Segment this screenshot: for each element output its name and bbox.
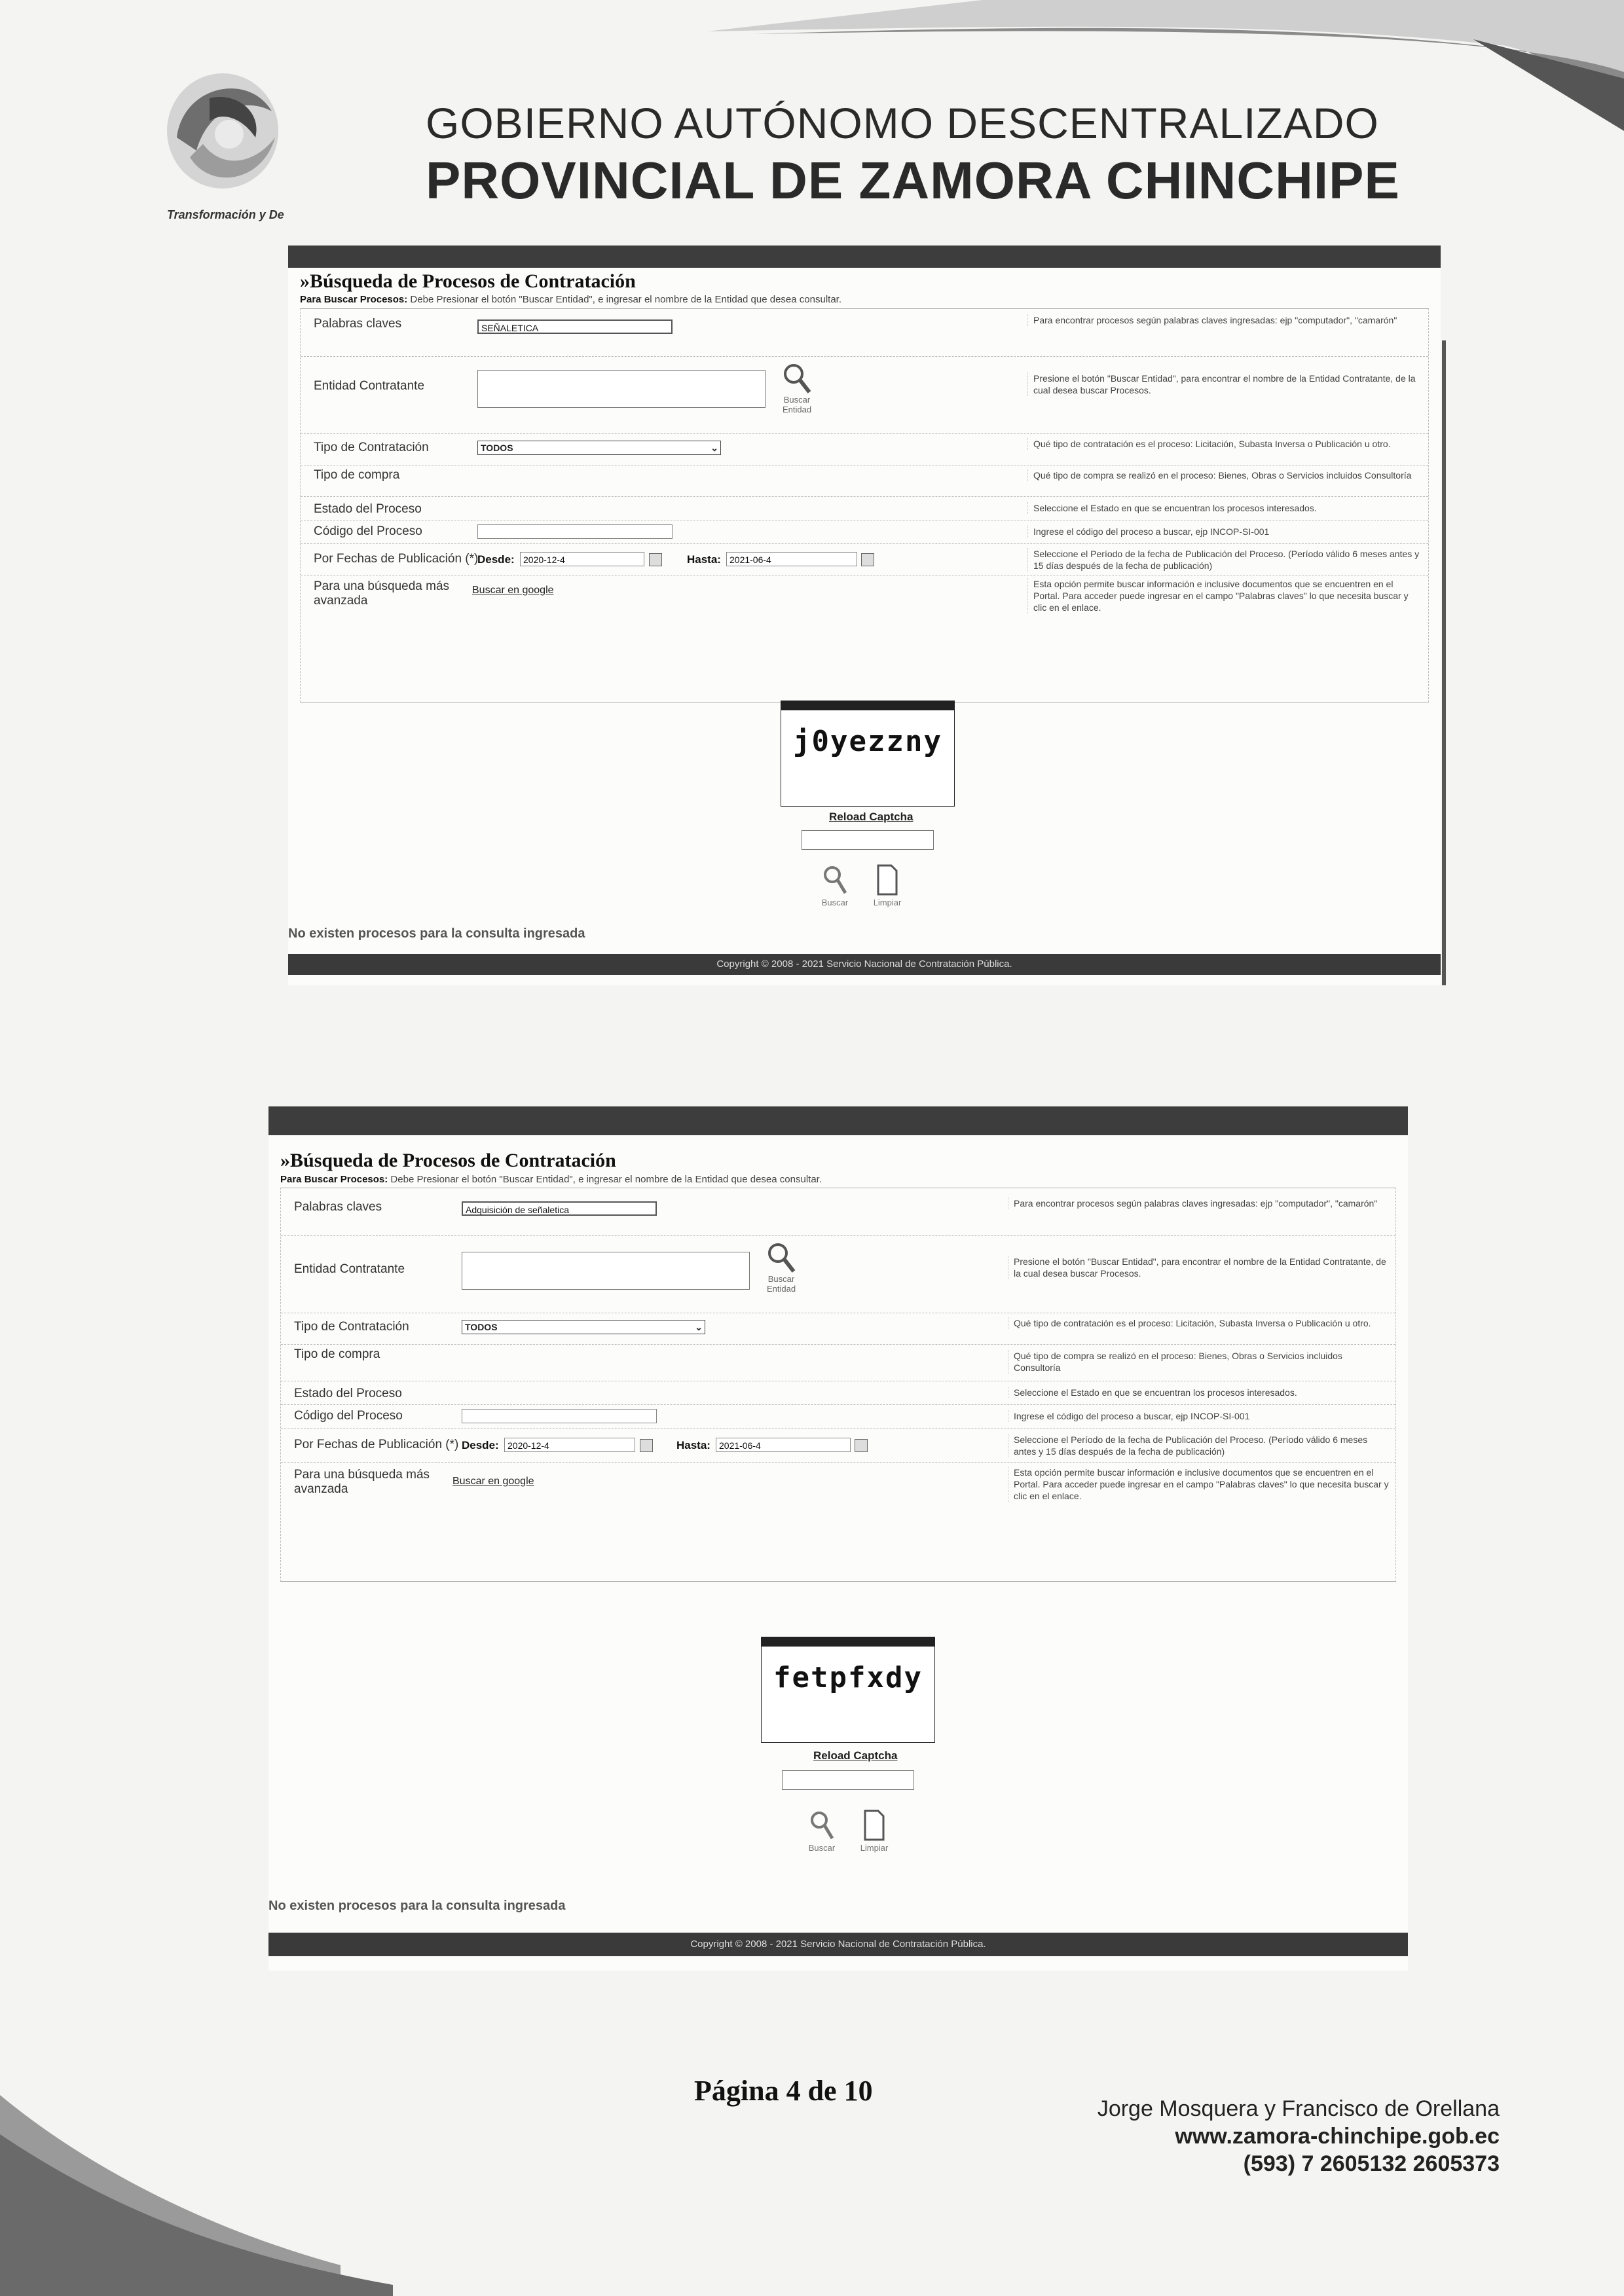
keywords-help: Para encontrar procesos según palabras claves ingresadas: ejp "computador", "camarón" — [1008, 1197, 1389, 1209]
advanced-label: Para una búsqueda más avanzada — [294, 1468, 430, 1496]
row-purchase-type — [301, 465, 1428, 497]
clear-button[interactable]: Limpiar — [851, 1810, 897, 1853]
clear-button[interactable]: Limpiar — [864, 864, 910, 907]
dates-label: Por Fechas de Publicación (*) — [294, 1438, 459, 1451]
clear-document-icon — [876, 864, 899, 896]
row-entity — [301, 356, 1428, 434]
keywords-input[interactable]: SEÑALETICA — [477, 319, 673, 334]
entity-help: Presione el botón "Buscar Entidad", para encontrar el nombre de la Entidad Contratante, de la cual desea buscar Procesos. — [1027, 373, 1422, 396]
purchase-type-help: Qué tipo de compra se realizó en el proceso: Bienes, Obras o Servicios incluidos Consultoría — [1008, 1350, 1389, 1374]
advanced-help: Esta opción permite buscar información e inclusive documentos que se encuentren en el Portal. Para acceder puede ingresar en el campo "Palabras claves" lo que necesita buscar y clic en el enlace. — [1027, 578, 1422, 613]
code-help: Ingrese el código del proceso a buscar, ejp INCOP-SI-001 — [1008, 1410, 1389, 1422]
logo-emblem — [151, 59, 282, 210]
panel-title: »Búsqueda de Procesos de Contratación — [300, 270, 636, 292]
footer-contact — [1098, 2095, 1500, 2178]
panel-instructions: Para Buscar Procesos: Debe Presionar el botón "Buscar Entidad", e ingresar el nombre de la Entidad que desea consultar. — [280, 1174, 822, 1185]
google-search-link[interactable]: Buscar en google — [452, 1476, 534, 1487]
row-dates — [301, 543, 1428, 575]
contract-type-select[interactable]: TODOS ⌄ — [477, 441, 721, 455]
row-advanced — [281, 1462, 1395, 1518]
status-help: Seleccione el Estado en que se encuentran los procesos interesados. — [1027, 502, 1422, 514]
reload-captcha-link[interactable]: Reload Captcha — [829, 811, 913, 823]
footer-phone: (593) 7 2605132 2605373 — [1243, 2151, 1500, 2176]
row-advanced — [301, 575, 1428, 628]
from-date-input[interactable]: 2020-12-4 — [520, 552, 644, 566]
contract-type-help: Qué tipo de contratación es el proceso: Licitación, Subasta Inversa o Publicación u otro. — [1027, 438, 1422, 450]
entity-label: Entidad Contratante — [314, 379, 425, 393]
calendar-icon[interactable] — [861, 553, 874, 566]
code-label: Código del Proceso — [294, 1409, 403, 1423]
dates-label: Por Fechas de Publicación (*) — [314, 552, 479, 566]
search-magnifier-icon — [766, 1241, 796, 1274]
captcha-image — [761, 1637, 935, 1743]
dropdown-chevron-icon: ⌄ — [695, 1322, 703, 1332]
purchase-type-label: Tipo de compra — [314, 468, 400, 482]
logo-tagline: Transformación y De — [167, 208, 284, 221]
advanced-label: Para una búsqueda más avanzada — [314, 579, 450, 608]
to-label: Hasta: — [687, 553, 721, 566]
row-code — [301, 520, 1428, 544]
contract-type-help: Qué tipo de contratación es el proceso: Licitación, Subasta Inversa o Publicación u otro. — [1008, 1317, 1389, 1329]
code-label: Código del Proceso — [314, 524, 422, 538]
search-entity-button[interactable] — [755, 1241, 807, 1294]
captcha-text: fetpfxdy — [773, 1661, 923, 1694]
calendar-icon[interactable] — [855, 1439, 868, 1452]
row-status — [281, 1381, 1395, 1405]
contract-type-label: Tipo de Contratación — [294, 1320, 409, 1334]
captcha-input[interactable] — [802, 830, 934, 850]
row-keywords — [281, 1188, 1395, 1235]
to-date-input[interactable]: 2021-06-4 — [716, 1438, 851, 1452]
copyright-bar: Copyright © 2008 - 2021 Servicio Nacional de Contratación Pública. — [268, 1933, 1408, 1956]
copyright-bar: Copyright © 2008 - 2021 Servicio Nacional de Contratación Pública. — [288, 954, 1441, 975]
row-contract-type — [301, 433, 1428, 465]
row-keywords — [301, 309, 1428, 356]
entity-help: Presione el botón "Buscar Entidad", para encontrar el nombre de la Entidad Contratante, de la cual desea buscar Procesos. — [1008, 1256, 1389, 1279]
dates-help: Seleccione el Período de la fecha de Publicación del Proceso. (Período válido 6 meses antes y 15 días después de la fecha de publicación) — [1027, 548, 1422, 572]
code-input[interactable] — [462, 1409, 657, 1423]
code-input[interactable] — [477, 524, 673, 539]
search-form — [280, 1188, 1396, 1582]
to-date-input[interactable]: 2021-06-4 — [726, 552, 857, 566]
search-entity-label: Buscar Entidad — [766, 1274, 796, 1294]
clear-document-icon — [862, 1810, 886, 1841]
keywords-input[interactable]: Adquisición de señaletica — [462, 1201, 657, 1216]
captcha-input[interactable] — [782, 1770, 914, 1790]
footer-website: www.zamora-chinchipe.gob.ec — [1175, 2124, 1500, 2149]
dates-help: Seleccione el Período de la fecha de Publicación del Proceso. (Período válido 6 meses antes y 15 días después de la fecha de publicación) — [1008, 1434, 1389, 1457]
purchase-type-help: Qué tipo de compra se realizó en el proceso: Bienes, Obras o Servicios incluidos Consultoría — [1027, 469, 1422, 481]
search-magnifier-icon — [782, 362, 812, 395]
footer-address: Jorge Mosquera y Francisco de Orellana — [1097, 2096, 1500, 2121]
calendar-icon[interactable] — [640, 1439, 653, 1452]
status-label: Estado del Proceso — [314, 502, 422, 516]
entity-label: Entidad Contratante — [294, 1262, 405, 1276]
no-results-message: No existen procesos para la consulta ingresada — [288, 926, 585, 941]
contract-type-select[interactable]: TODOS ⌄ — [462, 1320, 705, 1334]
search-magnifier-icon — [822, 864, 848, 896]
letterhead-line-1: GOBIERNO AUTÓNOMO DESCENTRALIZADO — [426, 99, 1379, 147]
status-label: Estado del Proceso — [294, 1387, 402, 1400]
captcha-image — [781, 701, 955, 807]
contract-type-label: Tipo de Contratación — [314, 441, 429, 454]
status-help: Seleccione el Estado en que se encuentran los procesos interesados. — [1008, 1387, 1389, 1398]
row-contract-type — [281, 1313, 1395, 1345]
advanced-help: Esta opción permite buscar información e inclusive documentos que se encuentren en el Portal. Para acceder puede ingresar en el campo "Palabras claves" lo que necesita buscar y clic en el enlace. — [1008, 1467, 1389, 1502]
keywords-label: Palabras claves — [314, 317, 402, 331]
search-form — [300, 308, 1429, 702]
entity-input[interactable] — [477, 370, 766, 408]
search-panel-2 — [268, 1106, 1408, 1971]
purchase-type-label: Tipo de compra — [294, 1347, 380, 1361]
panel-1-scroll-edge — [1442, 340, 1446, 985]
panel-top-bar — [268, 1106, 1408, 1135]
panel-top-bar — [288, 246, 1441, 268]
row-status — [301, 496, 1428, 520]
search-panel-1 — [288, 246, 1441, 985]
entity-input[interactable] — [462, 1252, 750, 1290]
from-date-input[interactable]: 2020-12-4 — [504, 1438, 635, 1452]
from-label: Desde: — [462, 1439, 499, 1451]
google-search-link[interactable]: Buscar en google — [472, 585, 554, 596]
row-purchase-type — [281, 1344, 1395, 1381]
search-button[interactable]: Buscar — [812, 864, 858, 907]
row-code — [281, 1404, 1395, 1429]
keywords-label: Palabras claves — [294, 1200, 382, 1214]
search-entity-label: Buscar Entidad — [782, 395, 812, 414]
panel-title: »Búsqueda de Procesos de Contratación — [280, 1150, 616, 1171]
captcha-text: j0yezzny — [793, 725, 942, 758]
dropdown-chevron-icon: ⌄ — [710, 443, 718, 453]
search-entity-button[interactable] — [771, 362, 823, 414]
no-results-message: No existen procesos para la consulta ingresada — [268, 1899, 566, 1913]
letterhead-line-2: PROVINCIAL DE ZAMORA CHINCHIPE — [426, 151, 1400, 210]
row-entity — [281, 1235, 1395, 1313]
to-label: Hasta: — [676, 1439, 710, 1451]
panel-instructions: Para Buscar Procesos: Debe Presionar el botón "Buscar Entidad", e ingresar el nombre de la Entidad que desea consultar. — [300, 294, 841, 305]
page-number: Página 4 de 10 — [694, 2075, 873, 2107]
keywords-help: Para encontrar procesos según palabras claves ingresadas: ejp "computador", "camarón" — [1027, 314, 1422, 326]
search-magnifier-icon — [809, 1810, 835, 1841]
search-button[interactable]: Buscar — [799, 1810, 845, 1853]
from-label: Desde: — [477, 553, 515, 566]
reload-captcha-link[interactable]: Reload Captcha — [813, 1749, 898, 1762]
row-dates — [281, 1428, 1395, 1463]
calendar-icon[interactable] — [649, 553, 662, 566]
code-help: Ingrese el código del proceso a buscar, ejp INCOP-SI-001 — [1027, 526, 1422, 538]
